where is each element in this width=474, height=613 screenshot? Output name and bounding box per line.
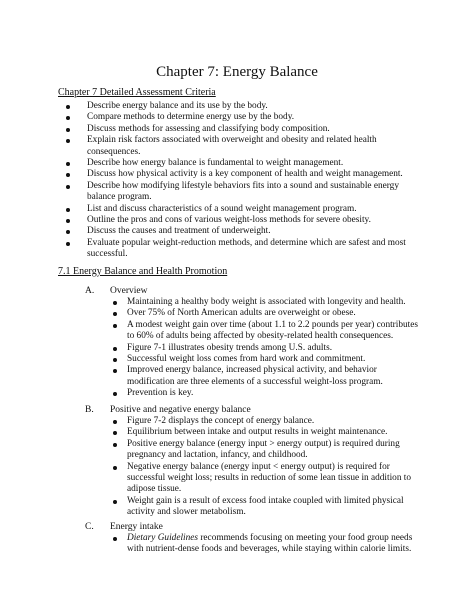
bullet-icon — [66, 162, 70, 166]
list-item-text: Discuss methods for assessing and classifying body composition. — [87, 123, 330, 134]
list-item-text: Describe how modifying lifestyle behaviors fits into a sound and sustainable energy balance program. — [87, 180, 399, 203]
list-item-text: recommends focusing on meeting your food group needs with nutrient-dense foods and beverages, while staying within calorie limits. — [127, 533, 413, 555]
bullet-icon — [113, 420, 117, 424]
energy-balance-list — [113, 416, 423, 519]
list-item — [113, 308, 423, 319]
subsection-letter: A. — [85, 286, 95, 296]
list-item-text: Over 75% of North American adults are overweight or obese. — [127, 308, 356, 319]
list-item-text: Explain risk factors associated with overweight and obesity and related health consequences. — [87, 135, 377, 157]
bullet-icon — [66, 242, 70, 246]
list-item-text: Describe how energy balance is fundamental to weight management. — [87, 158, 344, 169]
guidelines-title: Dietary Guidelines — [127, 533, 199, 543]
list-item-text: Weight gain is a result of excess food intake coupled with limited physical activity and slower metabolism. — [127, 495, 404, 518]
bullet-icon — [66, 208, 70, 212]
list-item — [113, 297, 423, 308]
criteria-heading: Chapter 7 Detailed Assessment Criteria — [58, 87, 216, 98]
list-item — [113, 343, 423, 354]
list-item — [58, 135, 418, 158]
bullet-icon — [113, 347, 117, 351]
list-item-text: Outline the pros and cons of various weight-loss methods for severe obesity. — [87, 215, 371, 226]
subsection-heading-energy-balance — [85, 405, 251, 415]
list-item — [113, 388, 423, 399]
list-item-text: Positive energy balance (energy input > energy output) is required during pregnancy and lactation, infancy, and childhood. — [127, 438, 400, 461]
list-item — [113, 496, 423, 519]
list-item — [58, 181, 418, 204]
list-item — [58, 204, 418, 215]
bullet-icon — [66, 116, 70, 120]
energy-intake-list — [113, 533, 423, 556]
list-item — [113, 320, 423, 343]
bullet-icon — [113, 369, 117, 373]
list-item-text: Negative energy balance (energy input < energy output) is required for successful weight loss; results in reduction of some lean tissue in addition to adipose tissue. — [127, 461, 412, 495]
list-item-text: Compare methods to determine energy use by the body. — [87, 112, 295, 123]
list-item-text: Figure 7-1 illustrates obesity trends among U.S. adults. — [127, 342, 333, 353]
subsection-heading-overview — [85, 286, 147, 296]
subsection-label: Energy intake — [110, 522, 163, 532]
list-item-text: A modest weight gain over time (about 1.1 to 2.2 pounds per year) contributes to 60% of adults being affected by obesity-related health consequences. — [127, 319, 418, 342]
list-item — [113, 439, 423, 462]
list-item — [58, 238, 418, 261]
bullet-icon — [113, 443, 117, 447]
bullet-icon — [113, 358, 117, 362]
list-item — [113, 427, 423, 438]
subsection-label: Positive and negative energy balance — [110, 405, 251, 415]
list-item-text: Successful weight loss comes from hard work and commitment. — [127, 354, 366, 365]
list-item-text: Prevention is key. — [127, 388, 194, 399]
bullet-icon — [66, 230, 70, 234]
list-item — [58, 215, 418, 226]
list-item — [113, 416, 423, 427]
list-item — [113, 462, 423, 496]
list-item — [58, 169, 418, 180]
list-item — [113, 365, 423, 388]
bullet-icon — [113, 392, 117, 396]
bullet-icon — [66, 128, 70, 132]
bullet-icon — [66, 105, 70, 109]
list-item-text: Describe energy balance and its use by the body. — [87, 101, 268, 111]
list-item — [58, 226, 418, 237]
list-item — [58, 158, 418, 169]
subsection-heading-energy-intake — [85, 522, 163, 532]
bullet-icon — [66, 139, 70, 143]
list-item-text: Discuss how physical activity is a key component of health and weight management. — [87, 169, 403, 180]
list-item-text: List and discuss characteristics of a sound weight management program. — [87, 203, 357, 214]
bullet-icon — [113, 312, 117, 316]
subsection-label: Overview — [110, 286, 148, 296]
bullet-icon — [113, 537, 117, 541]
bullet-icon — [113, 431, 117, 435]
bullet-icon — [113, 301, 117, 305]
subsection-letter: C. — [85, 522, 94, 532]
criteria-list — [58, 101, 418, 261]
list-item-text: Figure 7-2 displays the concept of energy balance. — [127, 416, 315, 426]
list-item — [58, 112, 418, 123]
bullet-icon — [66, 173, 70, 177]
subsection-letter: B. — [85, 405, 94, 415]
bullet-icon — [113, 500, 117, 504]
bullet-icon — [113, 466, 117, 470]
bullet-icon — [66, 219, 70, 223]
section-heading: 7.1 Energy Balance and Health Promotion — [58, 266, 228, 277]
bullet-icon — [66, 185, 70, 189]
list-item-text: Discuss the causes and treatment of underweight. — [87, 226, 271, 237]
bullet-icon — [113, 324, 117, 328]
list-item-text: Equilibrium between intake and output results in weight maintenance. — [127, 427, 388, 438]
list-item-text: Maintaining a healthy body weight is associated with longevity and health. — [127, 297, 406, 307]
list-item — [113, 533, 423, 556]
list-item — [113, 354, 423, 365]
list-item — [58, 124, 418, 135]
page-title: Chapter 7: Energy Balance — [156, 64, 318, 80]
list-item — [58, 101, 418, 112]
list-item-text: Evaluate popular weight-reduction methods, and determine which are safest and most successful. — [87, 237, 406, 260]
list-item-text: Improved energy balance, increased physical activity, and behavior modification are three elements of a successful weight-loss program. — [127, 365, 383, 387]
overview-list — [113, 297, 423, 400]
